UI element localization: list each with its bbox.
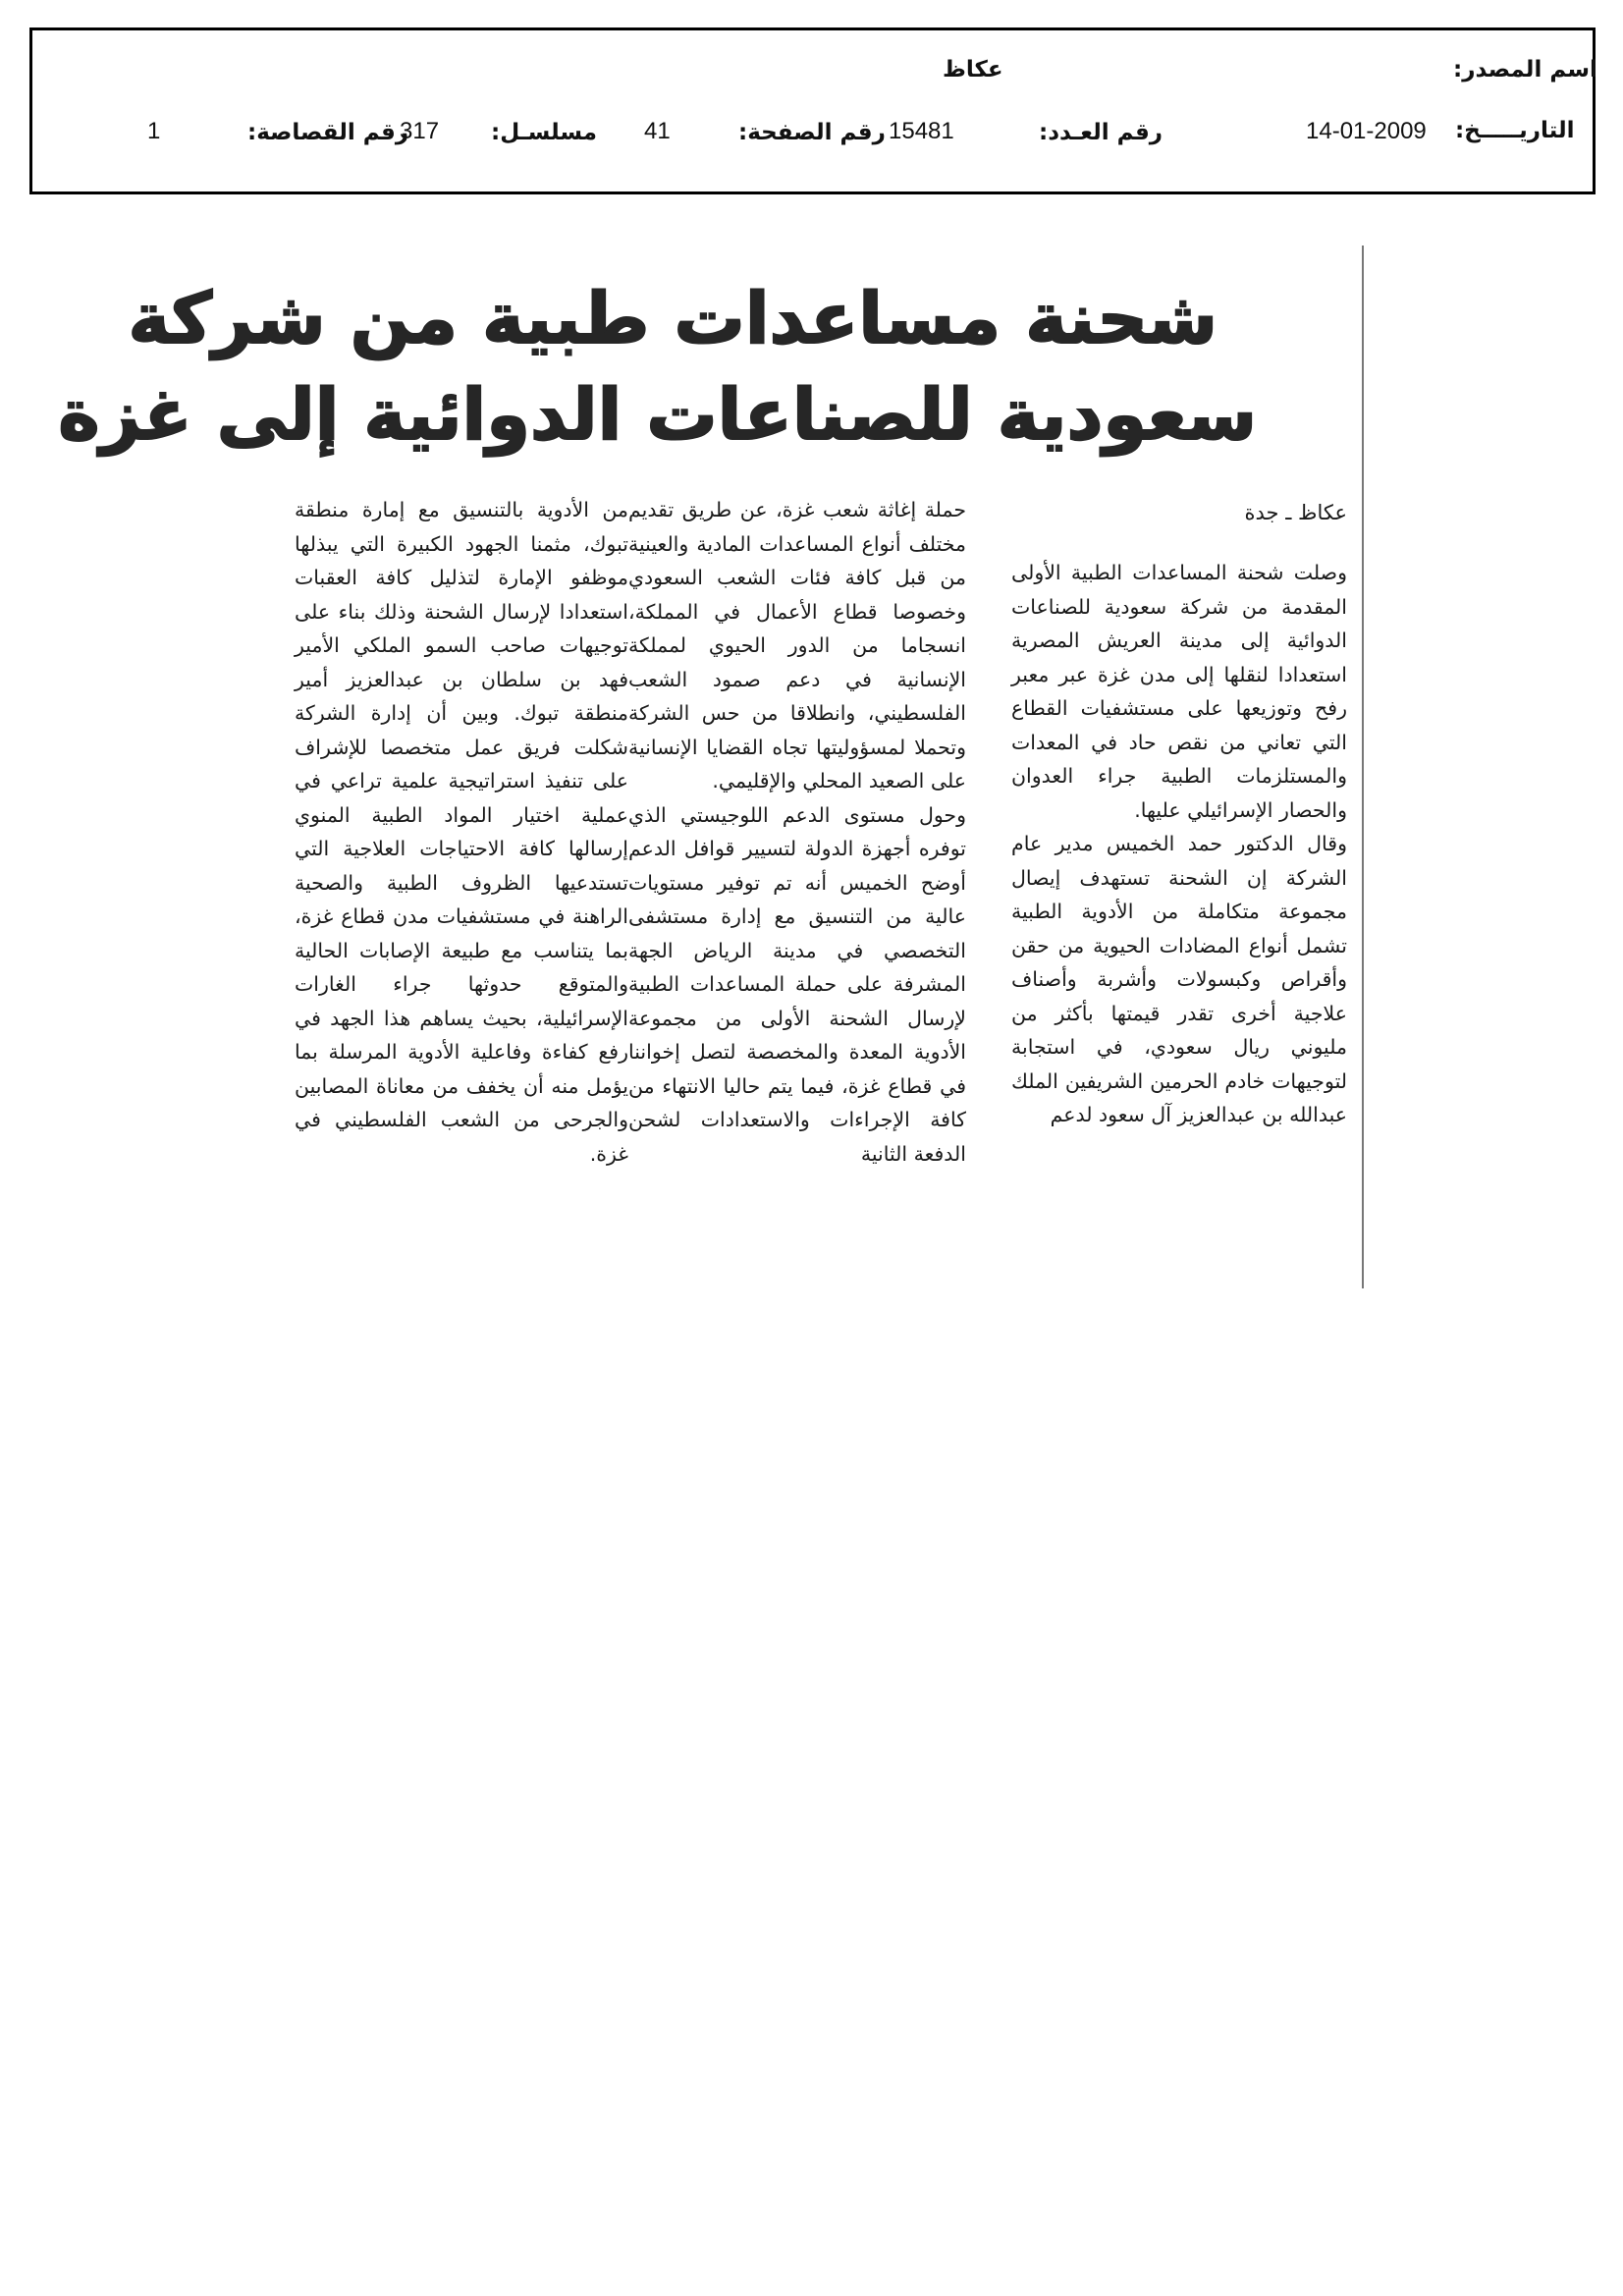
page-label: رقم الصفحة: xyxy=(738,120,886,145)
column-1-paragraph-2: وقال الدكتور حمد الخميس مدير عام الشركة إن الشحنة تستهدف إيصال مجموعة متكاملة من الأدوية الطبية تشمل أنواع المضادات الحيوية من حقن وأقراص وكبسولات وأشربة وأصناف علاجية أخرى تقدر قيمتها بأكثر من مليوني ريال سعودي، في استجابة لتوجيهات خادم الحرمين الشريفين الملك عبدالله بن عبدالعزيز آل سعود لدعم xyxy=(1011,832,1347,1126)
issue-label: رقم العـدد: xyxy=(1039,120,1163,145)
column-2-paragraph-2: وحول مستوى الدعم اللوجيستي الذي توفره أجهزة الدولة لتسيير قوافل الدعم أوضح الخميس أنه تم توفير مستويات عالية من التنسيق مع إدارة مستشفى التخصصي في مدينة الرياض الجهة المشرفة على حملة المساعدات الطبية لإرسال الشحنة الأولى من مجموعة الأدوية المعدة والمخصصة لتصل إخواننا في قطاع غزة، فيما يتم حاليا الانتهاء من كافة الإجراءات والاستعدادات لشحن الدفعة الثانية xyxy=(628,802,966,1166)
date-label: التاريـــــخ: xyxy=(1455,118,1575,143)
column-rule xyxy=(1362,246,1364,1288)
page-value: 41 xyxy=(644,118,671,144)
headline-line-2: سعودية للصناعات الدوائية إلى غزة xyxy=(58,373,1257,456)
source-value: عكاظ xyxy=(943,57,1003,82)
clipping-header-box xyxy=(29,27,1596,194)
headline-line-1: شحنة مساعدات طبية من شركة xyxy=(128,277,1217,359)
clip-label: رقم القصاصة: xyxy=(247,120,409,145)
byline: عكاظ ـ جدة xyxy=(1244,501,1347,524)
column-1-paragraph-1: وصلت شحنة المساعدات الطبية الأولى المقدمة من شركة سعودية للصناعات الدوائية إلى مدينة العريش المصرية استعدادا لنقلها إلى مدن غزة عبر معبر رفح وتوزيعها على مستشفيات القطاع التي تعاني من نقص حاد في المعدات والمستلزمات الطبية جراء العدوان والحصار الإسرائيلي عليها. xyxy=(1011,561,1347,822)
column-3-paragraph-1: من الأدوية بالتنسيق مع إمارة منطقة تبوك، مثمنا الجهود الكبيرة التي يبذلها موظفو الإمارة لتذليل كافة العقبات استعدادا لإرسال الشحنة وذلك بناء على توجيهات صاحب السمو الملكي الأمير فهد بن سلطان بن عبدالعزيز أمير منطقة تبوك. وبين أن إدارة الشركة شكلت فريق عمل متخصصا للإشراف على تنفيذ استراتيجية علمية تراعي في عملية اختيار المواد الطبية المنوي إرسالها كافة الاحتياجات العلاجية التي تستدعيها الظروف الطبية والصحية الراهنة في مستشفيات مدن قطاع غزة، بما يتناسب مع طبيعة الإصابات الحالية والمتوقع حدوثها جراء الغارات الإسرائيلية، بحيث يساهم هذا الجهد في رفع كفاءة وفاعلية الأدوية المرسلة بما يؤمل منه أن يخفف من معاناة المصابين والجرحى من الشعب الفلسطيني في غزة. xyxy=(295,498,628,1166)
article-column-3 xyxy=(295,493,628,1171)
source-label: اسم المصدر: xyxy=(1453,57,1597,82)
serial-value: 317 xyxy=(400,118,440,144)
article-column-2 xyxy=(628,493,966,1171)
column-2-paragraph-1: حملة إغاثة شعب غزة، عن طريق تقديم مختلف أنواع المساعدات المادية والعينية من قبل كافة فئات الشعب السعودي وخصوصا قطاع الأعمال في المملكة، انسجاما من الدور الحيوي لمملكة الإنسانية في دعم صمود الشعب الفلسطيني، وانطلاقا من حس الشركة وتحملا لمسؤوليتها تجاه القضايا الإنسانية على الصعيد المحلي والإقليمي. xyxy=(628,498,966,793)
date-value: 14-01-2009 xyxy=(1306,118,1427,144)
article-column-1 xyxy=(1011,556,1347,1132)
clip-value: 1 xyxy=(147,118,161,144)
issue-value: 15481 xyxy=(889,118,954,144)
serial-label: مسلسـل: xyxy=(491,120,598,145)
